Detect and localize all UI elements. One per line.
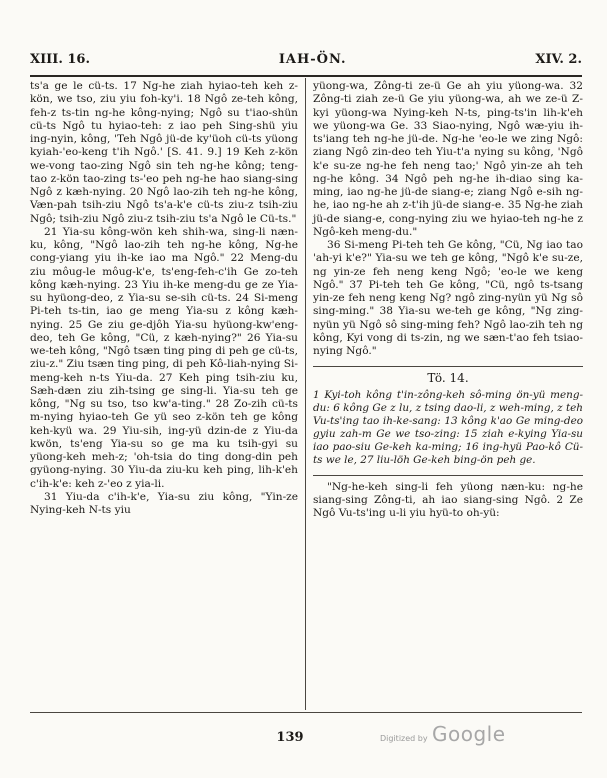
header-right: XIV. 2.	[535, 52, 582, 67]
running-header	[30, 52, 582, 72]
google-watermark: Google	[432, 722, 506, 746]
right-column	[313, 80, 583, 520]
paragraph: "Ng-he-keh sing-li feh yüong næn-ku: ng-he siang-sing Zông-ti, ah iao siang-sing Ngô. 2 Ze Ngô Vu-ts'ing u-li yiu hyü-to oh-yü:	[313, 480, 583, 519]
header-title: IAH-ÖN.	[278, 52, 347, 67]
paragraph: ts'a ge le cü-ts. 17 Ng-he ziah hyiao-teh keh z-kön, we tso, ziu yiu foh-ky'i. 18 Ngô ze-teh kông, feh-z ts-tin ng-he kông-nying; Ngô su t'iao-shün cü-ts Ngô tu hyiao-teh: z iao peh Sing-shü yiu ing-nyin, kông, 'Teh Ngô jü-de ky'üoh cü-ts yüong kyiah-'eo-keng t'ih Ngô.' [S. 41. 9.] 19 Keh z-kön we-vong tao-zing Ngô sin teh ng-he kông; teng-tao z-kön tao-zing ts-'eo peh ng-he hao siang-sing Ngô z kæh-nying. 20 Ngô lao-zih teh ng-he kông, Væn-pah tsih-ziu Ngô ts'a-k'e cü-ts ziu-z tsih-ziu Ngô; tsih-ziu Ngô ziu-z tsih-ziu ts'a Ngô le Cü-ts."	[30, 80, 298, 225]
paragraph: 21 Yia-su kông-wön keh shih-wa, sing-li næn-ku, kông, "Ngô lao-zih teh ng-he kông, Ng-he cong-yiang yiu ih-ke iao ma Ngô." 22 Meng-du ziu môug-le môug-k'e, ts'eng-feh-c'ih Ge zo-teh kông kæh-nying. 23 Yiu ih-ke meng-du ge ze Yia-su hyüong-deo, z Yia-su se-sih cü-ts. 24 Si-meng Pi-teh ts-tin, iao ge meng Yia-su z kông kæh-nying. 25 Ge ziu ge-djôh Yia-su hyüong-kw'eng-deo, teh Ge kông, "Cü, z kæh-nying?" 26 Yia-su we-teh kông, "Ngô tsæn ting ping di peh ge cü-ts, ziu-z." Ziu tsæn ting ping, di peh Kô-liah-nying Si-meng-keh n-ts Yiu-da. 27 Keh ping tsih-ziu ku, Sæh-dæn ziu zih-tsing ge sing-li. Yia-su teh ge kông, "Ng su tso, tso kw'a-ting." 28 Zo-zih cü-ts m-nying hyiao-teh Ge yü seo z-kön teh ge kông keh-kyü wa. 29 Yiu-sih, ing-yü dzin-de z Yiu-da kwön, ts'eng Yia-su so ge ma ku tsih-gyi su yüong-keh meh-z; 'oh-tsia do ting dong-din peh gyüong-nying. 30 Yiu-da ziu-ku keh ping, lih-k'eh c'ih-k'e: keh z-'eo z yia-li.	[30, 225, 298, 490]
chapter-summary: 1 Kyi-toh kông t'in-zông-keh sô-ming ön-yü meng-du: 6 kông Ge z lu, z tsing dao-li, z weh-ming, z teh Vu-ts'ing tao ih-ke-sang: 13 kông k'ao Ge ming-deo gyiu zah-m Ge we tso-zing: 15 ziah e-kying Yia-su iao pao-siu Ge-keh ka-ming; 16 ing-hyü Pao-kô Cü-ts we le, 27 liu-löh Ge-keh bing-ön peh ge.	[313, 388, 583, 466]
chapter-title: Tö. 14.	[427, 371, 469, 386]
paragraph: yüong-wa, Zông-ti ze-ü Ge ah yiu yüong-wa. 32 Zông-ti ziah ze-ü Ge yiu yüong-wa, ah we ze-ü Z-kyi yüong-wa Nying-keh N-ts, ping-ts'in lih-k'eh we yüong-wa Ge. 33 Siao-nying, Ngô wæ-yiu ih-ts'iang teh ng-he jü-de. Ng-he 'eo-le we zing Ngô: ziang Ngô zin-deo teh Yiu-t'a nying su kông, 'Ngô k'e su-ze ng-he feh neng tao;' Ngô yin-ze ah teh ng-he kông. 34 Ngô peh ng-he ih-diao sing ka-ming, iao ng-he jü-de siang-e; ziang Ngô e-sih ng-he, iao ng-he ah z-t'ih jü-de siang-e. 35 Ng-he ziah jü-de siang-e, cong-nying ziu we hyiao-teh ng-he z Ngô-keh meng-du."	[313, 80, 583, 238]
left-column	[30, 80, 298, 517]
column-divider	[305, 78, 306, 710]
footer-rule	[30, 712, 582, 713]
paragraph: 31 Yiu-da c'ih-k'e, Yia-su ziu kông, "Yin-ze Nying-keh N-ts yiu	[30, 490, 298, 516]
paragraph: 36 Si-meng Pi-teh teh Ge kông, "Cü, Ng iao tao 'ah-yi k'e?" Yia-su we teh ge kông, "Ngô k'e su-ze, ng yin-ze feh neng keng Ngô; 'eo-le we keng Ngô." 37 Pi-teh teh Ge kông, "Cü, ngô ts-tsang yin-ze feh neng keng Ng? ngô zing-nyün yü Ng sô sing-ming." 38 Yia-su we-teh ge kông, "Ng zing-nyün yü Ngô sô sing-ming feh? Ngô lao-zih teh ng kông, Kyi vong di ts-zin, ng we sæn-t'ao feh tsiao-nying Ngô."	[313, 239, 583, 357]
chapter-rule	[313, 366, 583, 367]
page-number: 139	[276, 730, 304, 745]
digitized-by-label: Digitized by	[380, 734, 428, 743]
chapter-rule	[313, 475, 583, 476]
header-rule	[30, 75, 582, 77]
header-left: XIII. 16.	[30, 52, 90, 67]
